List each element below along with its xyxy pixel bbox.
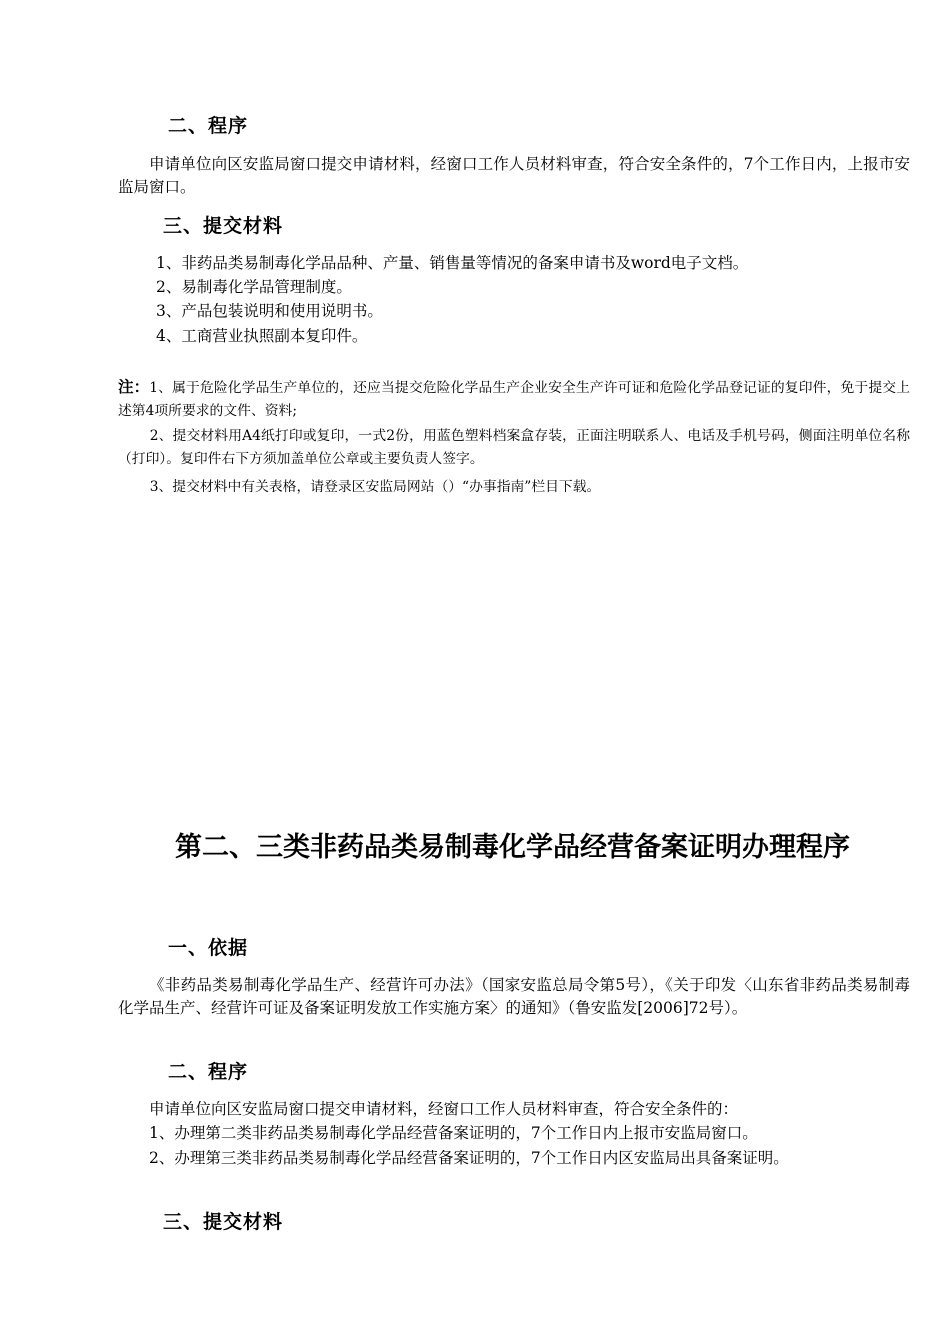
materials-item: 1、非药品类易制毒化学品品种、产量、销售量等情况的备案申请书及word电子文档。 xyxy=(156,254,749,272)
procedure-heading: 二、程序 xyxy=(168,115,249,137)
note-text: 1、属于危险化学品生产单位的，还应当提交危险化学品生产企业安全生产许可证和危险化学品登记证的复印件，免于提交上述第4项所要求的文件、资料; xyxy=(118,380,910,419)
note-item: 3、提交材料中有关表格，请登录区安监局网站（）“办事指南”栏目下载。 xyxy=(149,479,601,495)
note-item: 2、提交材料用A4纸打印或复印，一式2份，用蓝色塑料档案盒存装，正面注明联系人、电话及手机号码，侧面注明单位名称（打印）。复印件右下方须加盖单位公章或主要负责人签字。 xyxy=(118,428,910,467)
materials-item: 4、工商营业执照副本复印件。 xyxy=(156,327,368,345)
procedure-item: 1、办理第二类非药品类易制毒化学品经营备案证明的，7个工作日内上报市安监局窗口。 xyxy=(149,1124,758,1142)
procedure-item: 2、办理第三类非药品类易制毒化学品经营备案证明的，7个工作日内区安监局出具备案证明。 xyxy=(149,1149,789,1167)
basis-heading: 一、依据 xyxy=(168,937,249,959)
materials-item: 2、易制毒化学品管理制度。 xyxy=(156,278,352,296)
basis-paragraph: 《非药品类易制毒化学品生产、经营许可办法》（国家安监总局令第5号），《关于印发〈山东省非药品类易制毒化学品生产、经营许可证及备案证明发放工作实施方案〉的通知》（鲁安监发[2006]72号）。 xyxy=(118,976,910,1017)
note-label: 注： xyxy=(118,378,150,396)
materials-item: 3、产品包装说明和使用说明书。 xyxy=(156,302,383,320)
section-title: 第二、三类非药品类易制毒化学品经营备案证明办理程序 xyxy=(175,832,850,863)
note-item xyxy=(118,376,910,423)
materials-heading: 三、提交材料 xyxy=(163,215,284,237)
materials-heading: 三、提交材料 xyxy=(163,1211,284,1233)
procedure-paragraph: 申请单位向区安监局窗口提交申请材料，经窗口工作人员材料审查，符合安全条件的，7个工作日内，上报市安监局窗口。 xyxy=(118,155,910,196)
procedure-heading: 二、程序 xyxy=(168,1061,249,1083)
procedure-paragraph: 申请单位向区安监局窗口提交申请材料，经窗口工作人员材料审查，符合安全条件的： xyxy=(149,1100,739,1118)
